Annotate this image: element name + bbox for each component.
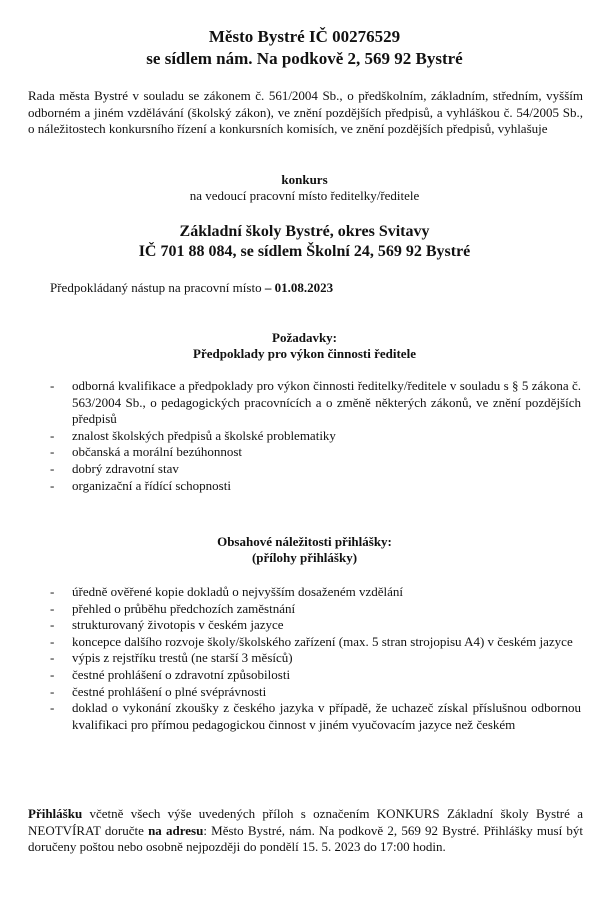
list-item: - občanská a morální bezúhonnost <box>50 444 243 460</box>
submission-address-label: na adresu <box>148 822 204 838</box>
list-item: - znalost školských předpisů a školské problematiky <box>50 427 336 443</box>
dash-bullet: - <box>50 683 55 699</box>
start-label: Předpokládaný nástup na pracovní místo <box>50 280 262 295</box>
dash-bullet: - <box>50 666 55 682</box>
list-item: - organizační a řídící schopnosti <box>50 477 231 493</box>
start-date: 01.08.2023 <box>274 280 334 295</box>
dash-bullet: - <box>50 584 55 599</box>
start-date-line <box>50 280 333 296</box>
attachments-list <box>0 584 609 733</box>
dash-bullet: - <box>50 633 55 649</box>
document-subtitle: se sídlem nám. Na podkově 2, 569 92 Bystré <box>146 49 463 68</box>
attachments-subheading: (přílohy přihlášky) <box>251 550 358 565</box>
dash-bullet: - <box>50 650 55 666</box>
requirements-heading: Požadavky: <box>272 330 337 345</box>
list-item: - výpis z rejstříku trestů (ne starší 3 měsíců) <box>50 650 293 666</box>
start-separator: – <box>261 280 275 295</box>
list-item: - koncepce dalšího rozvoje školy/školského zařízení (max. 5 stran strojopisu A4) v českém jazyce <box>50 633 573 649</box>
school-id-line: IČ 701 88 084, se sídlem Školní 24, 569 92 Bystré <box>138 243 471 260</box>
dash-bullet: - <box>50 477 55 493</box>
submission-instructions <box>28 806 583 856</box>
school-name: Základní školy Bystré, okres Svitavy <box>179 223 430 240</box>
dash-bullet: - <box>50 600 55 616</box>
requirements-subheading: Předpoklady pro výkon činnosti ředitele <box>193 346 416 361</box>
list-item: - odborná kvalifikace a předpoklady pro výkon činnosti ředitelky/ředitele v souladu s § 5 zákona č. 563/2004 Sb., o pedagogických pracovnících a o změně některých zákonů, ve znění pozdějších předpisů <box>50 378 581 427</box>
submission-text: včetně všech výše uvedených příloh s označením KONKURS Základní školy Bystré a NEOTVÍRAT doručte <box>28 806 583 838</box>
submission-deadline: : Město Bystré, nám. Na podkově 2, 569 92 Bystré. Přihlášky musí být doručeny poštou nebo osobně nejpozději do pondělí 15. 5. 2023 do 17:00 hodin. <box>28 822 584 855</box>
dash-bullet: - <box>50 460 55 476</box>
dash-bullet: - <box>50 700 55 716</box>
list-item: - čestné prohlášení o zdravotní způsobilosti <box>50 666 291 682</box>
dash-bullet: - <box>50 444 55 460</box>
list-item: - strukturovaný životopis v českém jazyce <box>50 617 284 633</box>
announcement-position: na vedoucí pracovní místo ředitelky/ředitele <box>189 188 420 203</box>
dash-bullet: - <box>50 378 55 393</box>
intro-paragraph: Rada města Bystré v souladu se zákonem č. 561/2004 Sb., o předškolním, základním, středním, vyšším odborném a jiném vzdělávání (školský zákon), ve znění pozdějších předpisů, a vyhláškou č. 54/2005 Sb., o náležitostech konkursního řízení a konkursních komisích, ve znění pozdějších předpisů, vyhlašuje <box>28 88 583 137</box>
document-title: Město Bystré IČ 00276529 <box>208 27 401 46</box>
list-item: - přehled o průběhu předchozích zaměstnání <box>50 600 296 616</box>
list-item: - úředně ověřené kopie dokladů o nejvyšším dosaženém vzdělání <box>50 584 404 599</box>
dash-bullet: - <box>50 427 55 443</box>
requirements-list <box>0 378 609 494</box>
announcement-word: konkurs <box>281 172 328 187</box>
dash-bullet: - <box>50 617 55 633</box>
list-item: - dobrý zdravotní stav <box>50 460 179 476</box>
list-item: - čestné prohlášení o plné svéprávnosti <box>50 683 267 699</box>
list-item: - doklad o vykonání zkoušky z českého jazyka v případě, že uchazeč získal příslušnou odbornou kvalifikaci pro přímou pedagogickou činnost v jiném vyučovacím jazyce než českém <box>50 700 581 732</box>
attachments-heading: Obsahové náležitosti přihlášky: <box>217 534 392 549</box>
submission-lead: Přihlášku <box>28 806 83 821</box>
